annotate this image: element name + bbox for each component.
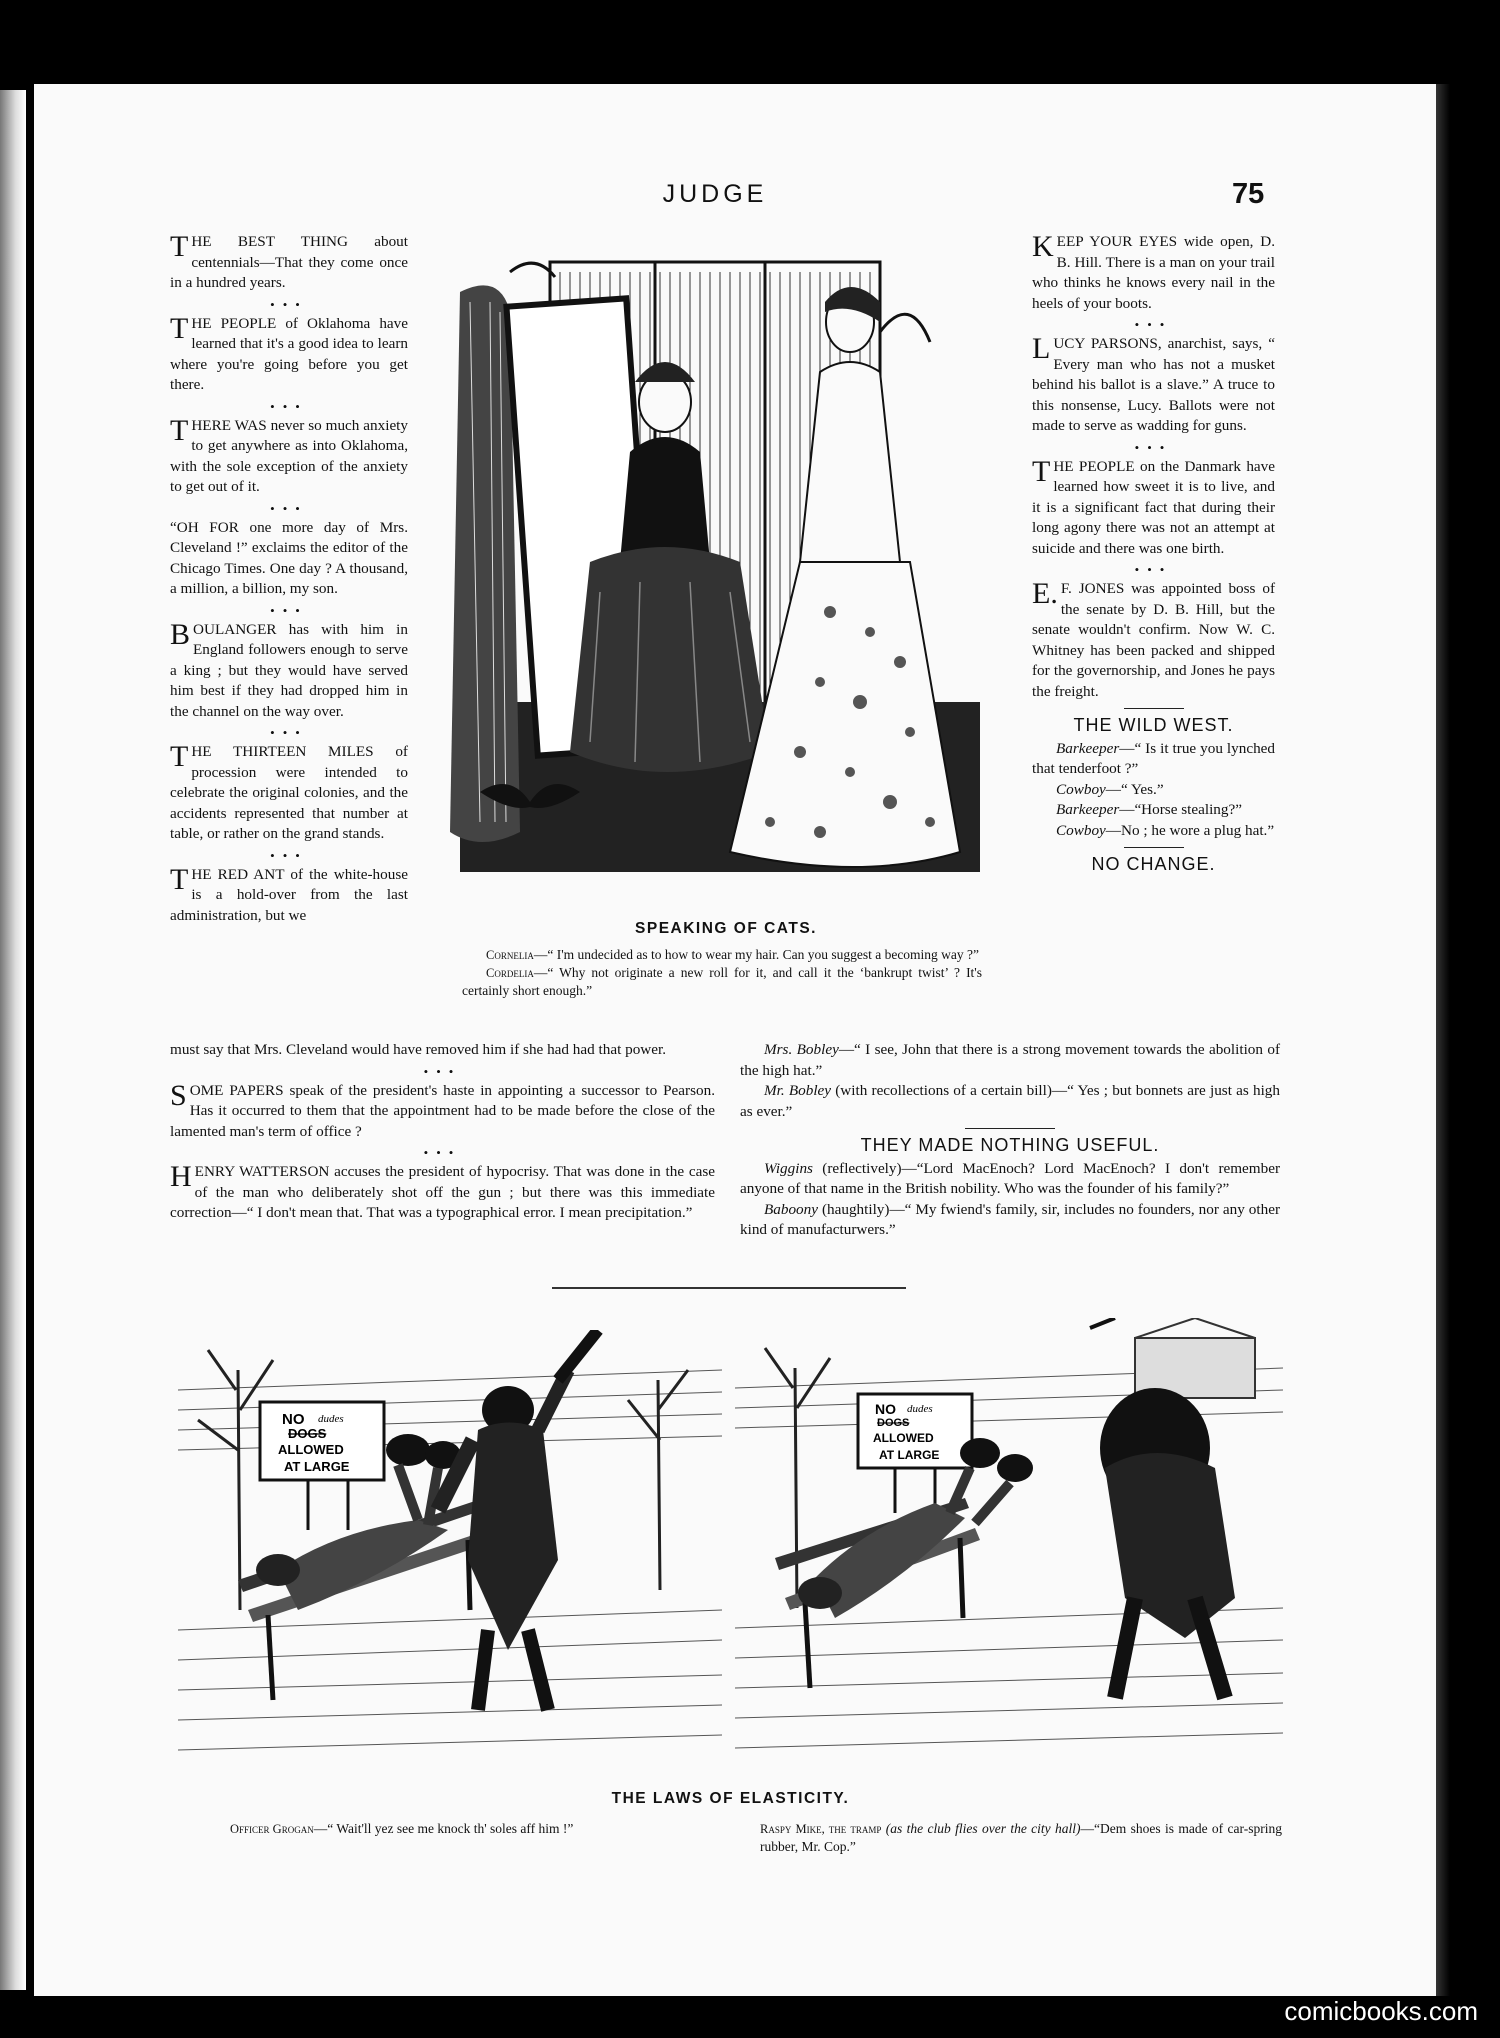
separator-dots: ••• bbox=[270, 602, 308, 618]
dialogue-line: Mr. Bobley (with recollections of a certain bill)—“ Yes ; but bonnets are just as high as ever.” bbox=[740, 1082, 1280, 1120]
paragraph: “OH FOR one more day of Mrs. Cleveland !” exclaims the editor of the Chicago Times. One day ? A thousand, a million, a billion, my son. bbox=[170, 518, 408, 597]
section-rule bbox=[1124, 847, 1184, 848]
dialogue-line: Barkeeper—“Horse stealing?” bbox=[1056, 801, 1242, 818]
elasticity-caption-left bbox=[230, 1820, 700, 1838]
sign-line-2: ALLOWED bbox=[873, 1431, 934, 1445]
speaker: Cornelia bbox=[486, 948, 534, 962]
watermark: comicbooks.com bbox=[1284, 1996, 1478, 2026]
separator-dots: ••• bbox=[1134, 439, 1173, 455]
paragraph: must say that Mrs. Cleveland would have removed him if she had had that power. bbox=[170, 1041, 667, 1058]
separator-dots: ••• bbox=[423, 1145, 462, 1160]
cats-caption bbox=[462, 946, 982, 999]
left-lower-column bbox=[170, 1040, 715, 1227]
right-column bbox=[1032, 232, 1275, 878]
cartoon-left-drawing bbox=[178, 1330, 722, 1770]
dialogue-line: Wiggins (reflectively)—“Lord MacEnoch? Lord MacEnoch? I don't remember anyone of that name in the British nobility. Who was the founder of his family?” bbox=[740, 1159, 1280, 1197]
paragraph: THE BEST THING about centennials—That they come once in a hundred years. bbox=[170, 230, 408, 291]
paragraph: E.F. JONES was appointed boss of the senate by D. B. Hill, but the senate wouldn't confirm. Now W. C. Whitney has been packed and shipped for the governorship, and Jones he pays the freight. bbox=[1032, 577, 1275, 700]
dialogue: —“ I'm undecided as to how to wear my hair. Can you suggest a becoming way ?” bbox=[533, 947, 980, 962]
cartoon-right-drawing bbox=[735, 1318, 1283, 1774]
left-column bbox=[170, 232, 408, 929]
paragraph: SOME PAPERS speak of the president's haste in appointing a successor to Pearson. Has it occurred to them that the appointment had to be made before the close of the lamented man's term of office ? bbox=[170, 1078, 715, 1140]
separator-dots: ••• bbox=[1134, 562, 1173, 577]
paragraph: KEEP YOUR EYES wide open, D. B. Hill. There is a man on your trail who thinks he knows every nail in the heels of your boots. bbox=[1032, 230, 1275, 312]
separator-dots: ••• bbox=[423, 1063, 462, 1079]
sign-struck: DOGS bbox=[288, 1426, 327, 1441]
dialogue-line: Cowboy—“ Yes.” bbox=[1056, 780, 1164, 798]
speaker: Cordelia bbox=[486, 966, 534, 980]
dialogue: —“ Wait'll yez see me knock th' soles aff him !” bbox=[313, 1821, 574, 1836]
dialogue-line: Cowboy—No ; he wore a plug hat.” bbox=[1056, 821, 1275, 839]
page-binding-shadow bbox=[1436, 84, 1450, 1996]
sign-inserted: dudes bbox=[907, 1403, 933, 1415]
separator-dots: ••• bbox=[270, 847, 308, 863]
nothing-useful-heading: THEY MADE NOTHING USEFUL. bbox=[860, 1135, 1160, 1155]
page-number: 75 bbox=[1232, 178, 1265, 210]
speaker: Officer Grogan bbox=[230, 1822, 314, 1836]
paragraph: THE PEOPLE of Oklahoma have learned that it's a good idea to learn where you're going before you get there. bbox=[170, 311, 408, 393]
sign-line-3: AT LARGE bbox=[284, 1459, 350, 1474]
stage-direction: (as the club flies over the city hall) bbox=[885, 1821, 1081, 1836]
separator-dots: ••• bbox=[270, 296, 308, 312]
section-divider bbox=[552, 1287, 906, 1289]
sign-no: NO bbox=[282, 1411, 305, 1428]
wild-west-heading: THE WILD WEST. bbox=[1073, 715, 1234, 735]
separator-dots: ••• bbox=[1134, 317, 1173, 332]
illustration-speaking-of-cats bbox=[440, 232, 1012, 914]
separator-dots: ••• bbox=[270, 398, 308, 414]
cartoon-panel-right bbox=[735, 1318, 1283, 1774]
dialogue: —“ Why not originate a new roll for it, and call it the ‘bankrupt twist’ ? It's certainly short enough.” bbox=[462, 965, 982, 998]
separator-dots: ••• bbox=[270, 500, 308, 516]
cats-caption-line-1 bbox=[462, 946, 982, 964]
sign-no: NO bbox=[875, 1401, 896, 1417]
running-head: JUDGE bbox=[662, 180, 768, 208]
no-change-heading: NO CHANGE. bbox=[1091, 854, 1216, 874]
paragraph: THE RED ANT of the white-house is a hold-over from the last administration, but we bbox=[170, 862, 408, 924]
elasticity-caption-title: THE LAWS OF ELASTICITY. bbox=[611, 1790, 850, 1807]
dialogue: —“Dem shoes is made of car-spring rubber, Mr. Cop.” bbox=[760, 1821, 1282, 1854]
dialogue-line: Barkeeper—“ Is it true you lynched that tenderfoot ?” bbox=[1032, 739, 1275, 777]
separator-dots: ••• bbox=[270, 725, 308, 740]
cats-caption-title: SPEAKING OF CATS. bbox=[635, 920, 817, 937]
sign-inserted: dudes bbox=[318, 1413, 344, 1425]
section-rule bbox=[965, 1128, 1055, 1129]
paragraph: THERE WAS never so much anxiety to get anywhere as into Oklahoma, with the sole exception of the anxiety to get out of it. bbox=[170, 413, 408, 495]
paragraph: BOULANGER has with him in England followers enough to serve a king ; but they would have served him best if they had dropped him in the channel on the way over. bbox=[170, 617, 408, 720]
dialogue-line: Mrs. Bobley—“ I see, John that there is a strong movement towards the abolition of the high hat.” bbox=[740, 1041, 1281, 1079]
paragraph: THE PEOPLE on the Danmark have learned how sweet it is to live, and it is a significant fact that during their long agony there was not an attempt at suicide and there was one birth. bbox=[1032, 454, 1275, 557]
section-rule bbox=[1124, 708, 1184, 709]
cartoon-panel-left bbox=[178, 1330, 722, 1770]
paragraph: LUCY PARSONS, anarchist, says, “ Every man who has not a musket behind his ballot is a slave.” A truce to this nonsense, Lucy. Ballots were not made to serve as wadding for guns. bbox=[1032, 332, 1275, 434]
dialogue-line: Baboony (haughtily)—“ My fwiend's family, sir, includes no founders, nor any other kind of manufacturwers.” bbox=[740, 1200, 1280, 1238]
sign-line-3: AT LARGE bbox=[879, 1448, 940, 1462]
right-lower-column bbox=[740, 1040, 1280, 1241]
speaker: Raspy Mike, the tramp bbox=[760, 1822, 882, 1836]
sign-line-2: ALLOWED bbox=[278, 1442, 344, 1457]
cats-caption-line-2 bbox=[462, 964, 982, 999]
elasticity-caption-right bbox=[760, 1820, 1282, 1855]
previous-page-edge bbox=[0, 90, 26, 1990]
paragraph: HENRY WATTERSON accuses the president of hypocrisy. That was done in the case of the man who deliberately shot off the gun ; but there was this immediate correction—“ I don't mean that. That was a typographical error. I mean precipitation.” bbox=[170, 1160, 715, 1221]
sign-struck: DOGS bbox=[877, 1417, 910, 1429]
paragraph: THE THIRTEEN MILES of procession were intended to celebrate the original colonies, and the accidents represented that number at table, or rather on the grand stands. bbox=[170, 740, 408, 842]
cats-drawing bbox=[440, 232, 1012, 914]
